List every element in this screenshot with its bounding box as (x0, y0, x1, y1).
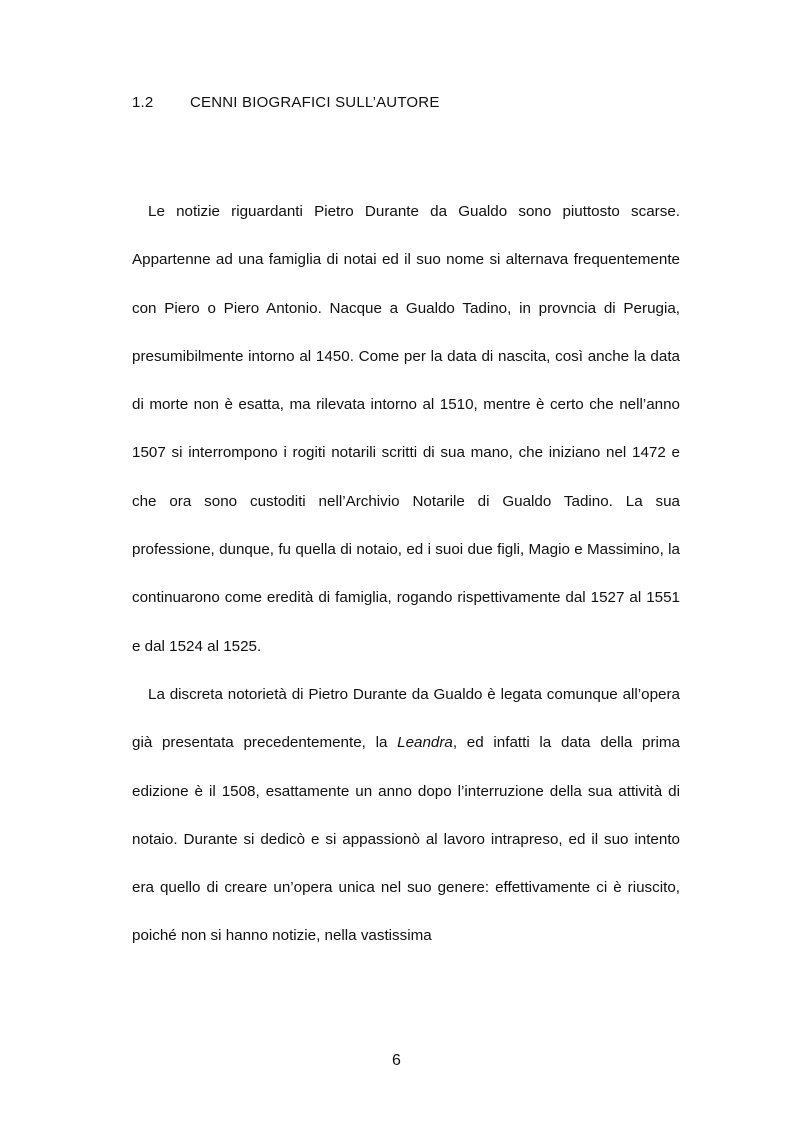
body-text (132, 188, 680, 961)
paragraph-2-text-after: , ed infatti la data della prima edizione è il 1508, esattamente un anno dopo l’interruzione della sua attività di notaio. Durante si dedicò e si appassionò al lavoro intrapreso, ed il suo intento era quello di creare un’opera unica nel suo genere: effettivamente ci è riuscito, poiché non si hanno notizie, nella vastissima (132, 734, 680, 945)
section-heading (132, 94, 440, 111)
page-number: 6 (392, 1052, 401, 1069)
work-title-leandra: Leandra (397, 734, 453, 752)
paragraph-2-text-before: La discreta notorietà di Pietro Durante da Gualdo è legata comunque all’opera già presentata precedentemente, la (132, 685, 680, 752)
section-number: 1.2 (132, 94, 154, 111)
paragraph-1: Le notizie riguardanti Pietro Durante da Gualdo sono piuttosto scarse. Appartenne ad una famiglia di notai ed il suo nome si alternava frequentemente con Piero o Piero Antonio. Nacque a Gualdo Tadino, in provncia di Perugia, presumibilmente intorno al 1450. Come per la data di nascita, così anche la data di morte non è esatta, ma rilevata intorno al 1510, mentre è certo che nell’anno 1507 si interrompono i rogiti notarili scritti di sua mano, che iniziano nel 1472 e che ora sono custoditi nell’Archivio Notarile di Gualdo Tadino. La sua professione, dunque, fu quella di notaio, ed i suoi due figli, Magio e Massimino, la continuarono come eredità di famiglia, rogando rispettivamente dal 1527 al 1551 e dal 1524 al 1525. (132, 203, 680, 655)
paragraph-2 (132, 671, 680, 961)
section-title: CENNI BIOGRAFICI SULL’AUTORE (190, 94, 440, 111)
